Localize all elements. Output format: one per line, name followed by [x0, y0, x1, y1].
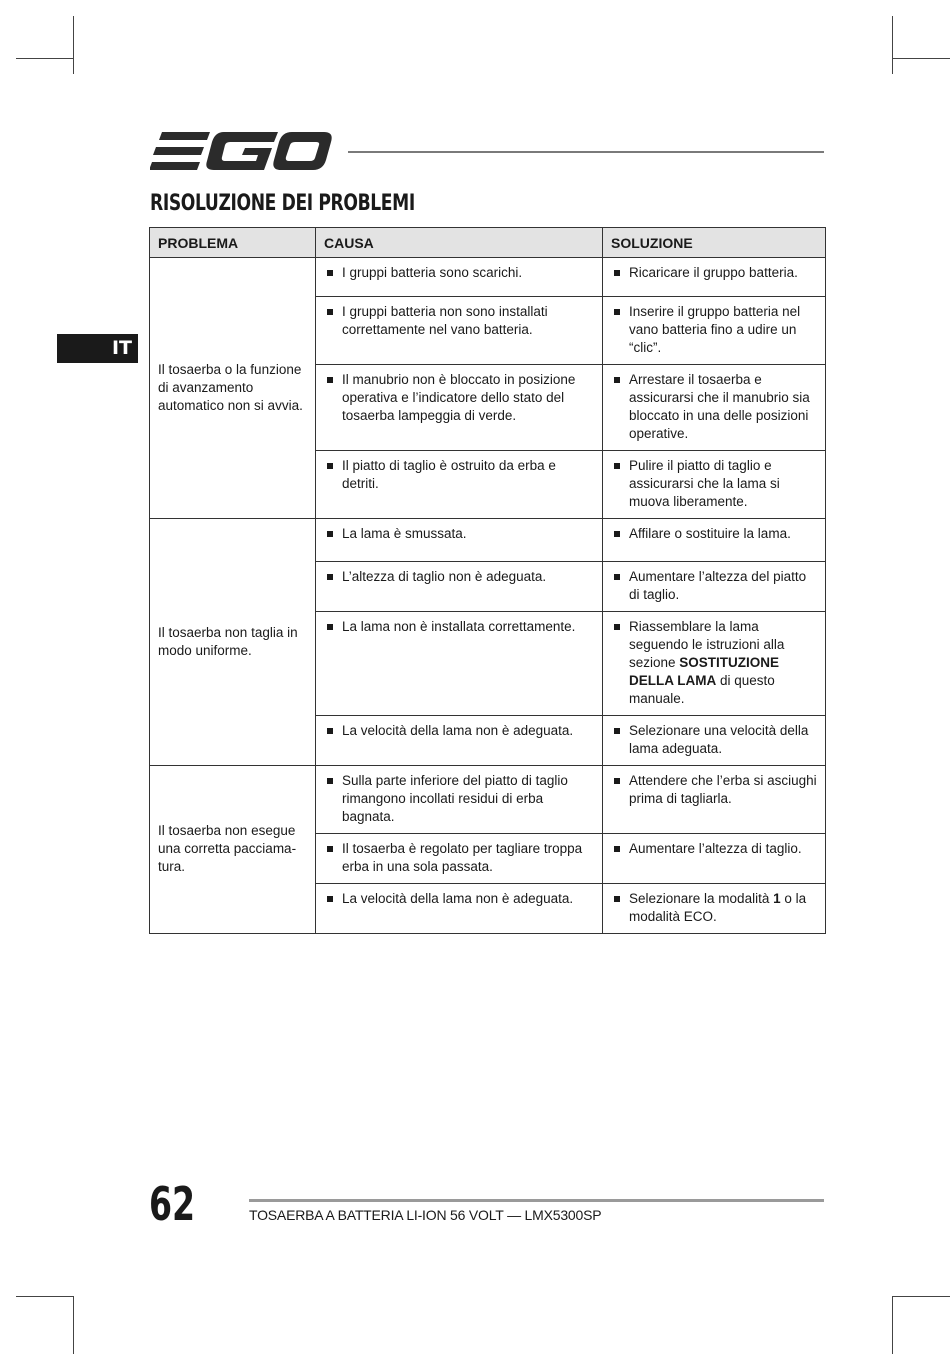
- solution-text: Pulire il piatto di taglio e assicurarsi che la lama si muova liberamente.: [629, 458, 780, 509]
- crop-mark: [892, 1296, 893, 1354]
- bullet-icon: [327, 270, 333, 276]
- troubleshooting-table: [149, 227, 826, 934]
- solution-cell: [603, 834, 826, 884]
- cause-text: Sulla parte inferiore del piatto di taglio rimangono incollati residui di erba bagnata.: [342, 773, 568, 824]
- bullet-icon: [614, 778, 620, 784]
- bullet-icon: [327, 778, 333, 784]
- bullet-icon: [614, 574, 620, 580]
- solution-text-part: o la modalità ECO.: [629, 891, 807, 924]
- solution-cell: [603, 365, 826, 451]
- solution-cell: [603, 766, 826, 834]
- bullet-icon: [327, 377, 333, 383]
- solution-text-bold: SOSTITUZIONE DELLA LAMA: [629, 655, 780, 688]
- cause-cell: [316, 612, 603, 716]
- bullet-icon: [614, 463, 620, 469]
- solution-text: [629, 618, 817, 708]
- section-title: RISOLUZIONE DEI PROBLEMI: [150, 191, 415, 216]
- cause-cell: [316, 297, 603, 365]
- solution-text-part: di questo manuale.: [629, 673, 775, 706]
- bullet-icon: [614, 728, 620, 734]
- crop-mark: [892, 1296, 950, 1297]
- cause-cell: [316, 562, 603, 612]
- table-header-row: [150, 228, 826, 258]
- cause-text: La lama non è installata correttamente.: [342, 619, 576, 634]
- solution-cell: [603, 297, 826, 365]
- cause-text: La lama è smussata.: [342, 526, 467, 541]
- crop-mark: [73, 1296, 74, 1354]
- solution-cell: [603, 519, 826, 562]
- cause-text: I gruppi batteria sono scarichi.: [342, 265, 523, 280]
- solution-cell: [603, 562, 826, 612]
- problem-cell: Il tosaerba non esegue una corretta pacciamatura.: [150, 766, 316, 934]
- cause-text: I gruppi batteria non sono installati correttamente nel vano batteria.: [342, 304, 548, 337]
- bullet-icon: [614, 624, 620, 630]
- bullet-icon: [327, 728, 333, 734]
- crop-mark: [73, 16, 74, 74]
- problem-cell: Il tosaerba o la funzione di avanzamento automatico non si avvia.: [150, 258, 316, 519]
- table-row: [150, 519, 826, 562]
- crop-mark: [892, 16, 893, 74]
- cause-cell: [316, 451, 603, 519]
- footer-text: TOSAERBA A BATTERIA LI-ION 56 VOLT — LMX5300SP: [249, 1207, 602, 1223]
- footer-rule: [249, 1199, 824, 1202]
- cause-cell: [316, 519, 603, 562]
- cause-text: Il tosaerba è regolato per tagliare troppa erba in una sola passata.: [342, 841, 583, 874]
- crop-mark: [16, 1296, 74, 1297]
- table-row: [150, 258, 826, 297]
- problem-cell: Il tosaerba non taglia in modo uniforme.: [150, 519, 316, 766]
- bullet-icon: [614, 377, 620, 383]
- bullet-icon: [327, 309, 333, 315]
- crop-mark: [892, 58, 950, 59]
- cause-text: L’altezza di taglio non è adeguata.: [342, 569, 547, 584]
- header-cause: CAUSA: [316, 228, 603, 258]
- cause-text: Il manubrio non è bloccato in posizione operativa e l’indicatore dello stato del tosaerba lampeggia di verde.: [342, 372, 576, 423]
- cause-text: Il piatto di taglio è ostruito da erba e detriti.: [342, 458, 556, 491]
- solution-text: Inserire il gruppo batteria nel vano batteria fino a udire un “clic”.: [629, 304, 801, 355]
- header-rule: [348, 151, 824, 153]
- solution-text-part: Selezionare la modalità: [629, 891, 774, 906]
- cause-cell: [316, 884, 603, 934]
- language-tab: IT: [57, 334, 138, 363]
- solution-cell: [603, 258, 826, 297]
- cause-cell: [316, 365, 603, 451]
- cause-cell: [316, 834, 603, 884]
- cause-cell: [316, 258, 603, 297]
- bullet-icon: [614, 896, 620, 902]
- solution-text: Ricaricare il gruppo batteria.: [629, 265, 798, 280]
- bullet-icon: [614, 531, 620, 537]
- solution-cell: [603, 716, 826, 766]
- bullet-icon: [327, 896, 333, 902]
- crop-mark: [16, 58, 74, 59]
- bullet-icon: [327, 531, 333, 537]
- bullet-icon: [327, 624, 333, 630]
- solution-text-part: Riassemblare la lama seguendo le istruzioni alla sezione: [629, 619, 785, 670]
- cause-text: La velocità della lama non è adeguata.: [342, 891, 574, 906]
- cause-text: La velocità della lama non è adeguata.: [342, 723, 574, 738]
- cause-cell: [316, 766, 603, 834]
- cause-cell: [316, 716, 603, 766]
- header-solution: SOLUZIONE: [603, 228, 826, 258]
- solution-text: Attendere che l’erba si asciughi prima di tagliarla.: [629, 773, 817, 806]
- bullet-icon: [327, 846, 333, 852]
- solution-cell: [603, 612, 826, 716]
- solution-cell: [603, 451, 826, 519]
- solution-text: Affilare o sostituire la lama.: [629, 526, 791, 541]
- bullet-icon: [614, 270, 620, 276]
- solution-text-bold: 1: [773, 891, 781, 906]
- header-problem: PROBLEMA: [150, 228, 316, 258]
- bullet-icon: [327, 463, 333, 469]
- bullet-icon: [614, 846, 620, 852]
- solution-text: Selezionare una velocità della lama adeguata.: [629, 723, 809, 756]
- page-number: 62: [149, 1177, 196, 1231]
- solution-text: Arrestare il tosaerba e assicurarsi che il manubrio sia bloccato in una delle posizioni operative.: [629, 372, 810, 441]
- solution-cell: [603, 884, 826, 934]
- bullet-icon: [614, 309, 620, 315]
- solution-text: Aumentare l’altezza di taglio.: [629, 841, 802, 856]
- solution-text: Aumentare l’altezza del piatto di taglio.: [629, 569, 807, 602]
- solution-text: [629, 890, 817, 926]
- ego-logo: [150, 130, 332, 172]
- table-row: [150, 766, 826, 834]
- bullet-icon: [327, 574, 333, 580]
